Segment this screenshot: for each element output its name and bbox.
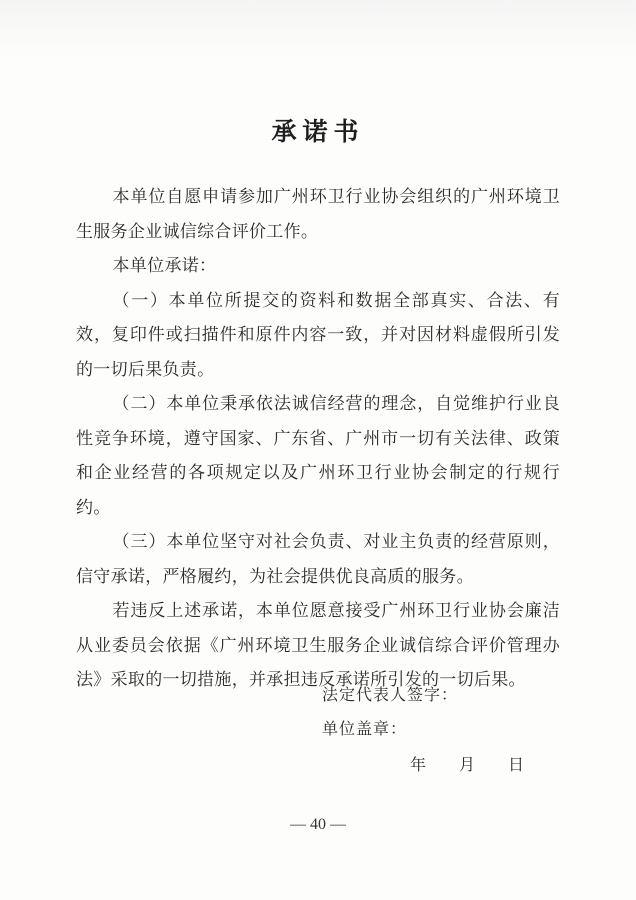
date-line xyxy=(410,752,524,775)
paragraph-commitment-2: （二）本单位秉承依法诚信经营的理念，自觉维护行业良性竞争环境，遵守国家、广东省、广州市一切有关法律、政策和企业经营的各项规定以及广州环卫行业协会制定的行规行约。 xyxy=(76,394,560,518)
date-month-label: 月 xyxy=(459,755,476,774)
paragraph-intro: 本单位自愿申请参加广州环卫行业协会组织的广州环境卫生服务企业诚信综合评价工作。 xyxy=(76,187,560,242)
unit-seal-label: 单位盖章： xyxy=(322,719,408,738)
document-title: 承诺书 xyxy=(271,117,365,146)
document-body xyxy=(76,180,560,698)
date-year-label: 年 xyxy=(410,755,427,774)
paragraph-violation: 若违反上述承诺，本单位愿意接受广州环卫行业协会廉洁从业委员会依据《广州环境卫生服务企业诚信综合评价管理办法》采取的一切措施，并承担违反承诺所引发的一切后果。 xyxy=(76,601,560,690)
paragraph-commitment-3: （三）本单位坚守对社会负责、对业主负责的经营原则，信守承诺，严格履约，为社会提供优良高质的服务。 xyxy=(76,532,560,587)
paragraph-commitment-heading: 本单位承诺： xyxy=(112,256,217,276)
page-number: — 40 — xyxy=(290,816,346,833)
paragraph-commitment-1: （一）本单位所提交的资料和数据全部真实、合法、有效，复印件或扫描件和原件内容一致，并对因材料虚假所引发的一切后果负责。 xyxy=(76,290,560,380)
date-day-label: 日 xyxy=(508,755,525,774)
legal-rep-signature-label: 法定代表人签字： xyxy=(322,685,459,704)
scan-shadow xyxy=(0,0,636,60)
